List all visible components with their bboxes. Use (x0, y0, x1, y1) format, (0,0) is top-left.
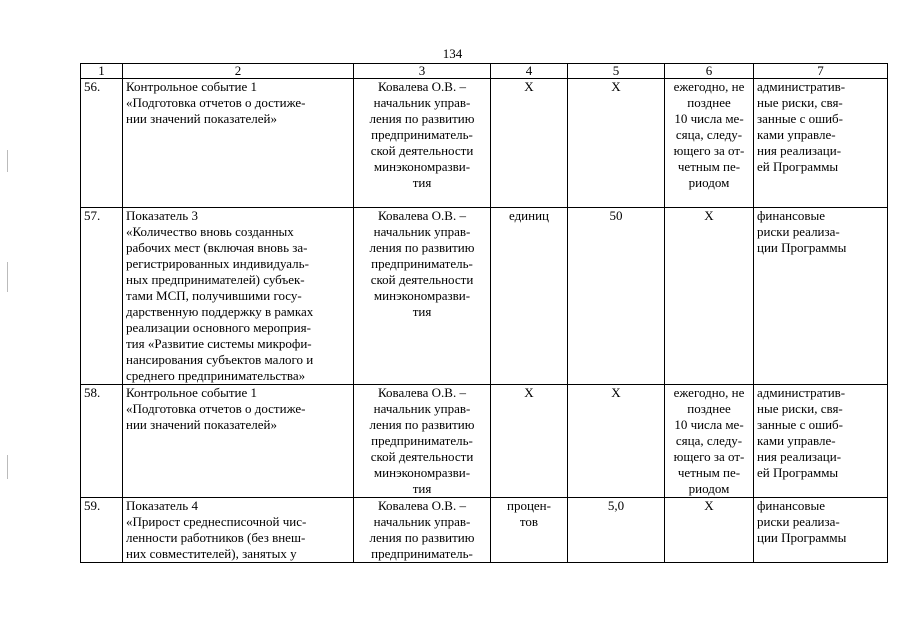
scan-margin-mark (7, 150, 8, 172)
cell-text-line: ской деятельности (370, 449, 474, 464)
table-body (81, 79, 888, 563)
cell-text-line: риски реализа- (757, 224, 840, 239)
cell-text-line: ции Программы (757, 530, 847, 545)
cell-text-line: тия (412, 175, 432, 190)
cell-text-line: минэкономразви- (373, 465, 471, 480)
cell-text-line: ния реализаци- (757, 143, 842, 158)
cell-text-line: Х (704, 498, 714, 513)
cell-text-line: них совместителей), занятых у (126, 546, 297, 561)
cell-text-line: ления по развитию (369, 240, 475, 255)
cell-text-line: рабочих мест (включая вновь за- (126, 240, 308, 255)
cell-text-line: Х (704, 208, 714, 223)
cell-text-line: «Прирост среднесписочной чис- (126, 514, 307, 529)
cell-text-line: Показатель 3 (126, 208, 198, 223)
cell-text-line: регистрированных индивидуаль- (126, 256, 309, 271)
cell-text-line: Контрольное событие 1 (126, 79, 257, 94)
cell-text-line: «Количество вновь созданных (126, 224, 294, 239)
cell-text-line: занные с ошиб- (757, 111, 844, 126)
cell-text-line: Ковалева О.В. – (378, 385, 466, 400)
responsible-cell (354, 385, 491, 498)
cell-text-line: нии значений показателей» (126, 417, 277, 432)
table-row (81, 208, 888, 385)
cell-text-line: Х (611, 385, 621, 400)
unit-cell (491, 498, 568, 563)
cell-text-line: дарственную поддержку в рамках (126, 304, 314, 319)
cell-text-line: 50 (609, 208, 623, 223)
cell-text-line: финансовые (757, 498, 825, 513)
cell-text-line: минэкономразви- (373, 288, 471, 303)
scan-margin-mark (7, 262, 8, 292)
cell-text-line: ками управле- (757, 127, 836, 142)
column-header: 5 (568, 64, 665, 79)
indicator-name-cell (123, 208, 354, 385)
cell-text-line: ской деятельности (370, 272, 474, 287)
responsible-cell (354, 498, 491, 563)
indicator-name-cell (123, 79, 354, 208)
cell-text-line: финансовые (757, 208, 825, 223)
unit-cell (491, 385, 568, 498)
deadline-cell (665, 208, 754, 385)
value-cell (568, 208, 665, 385)
cell-text-line: Ковалева О.В. – (378, 208, 466, 223)
cell-text-line: административ- (757, 79, 846, 94)
deadline-cell (665, 498, 754, 563)
table-row (81, 79, 888, 208)
cell-text-line: четным пе- (677, 465, 741, 480)
unit-cell (491, 208, 568, 385)
cell-text-line: ления по развитию (369, 417, 475, 432)
value-cell (568, 498, 665, 563)
cell-text-line: единиц (508, 208, 550, 223)
cell-text-line: нансирования субъектов малого и (126, 352, 314, 367)
cell-text-line: среднего предпринимательства» (126, 368, 306, 383)
cell-text-line: ции Программы (757, 240, 847, 255)
column-header: 1 (81, 64, 123, 79)
row-number-cell: 56. (81, 79, 123, 208)
scan-margin-mark (7, 455, 8, 479)
cell-text-line: Х (524, 79, 534, 94)
cell-text-line: предприниматель- (371, 433, 473, 448)
indicator-name-cell (123, 498, 354, 563)
cell-text-line: 10 числа ме- (674, 111, 744, 126)
cell-text-line: Ковалева О.В. – (378, 498, 466, 513)
unit-cell (491, 79, 568, 208)
cell-text-line: минэкономразви- (373, 159, 471, 174)
cell-text-line: тия (412, 481, 432, 496)
value-cell (568, 385, 665, 498)
cell-text-line: административ- (757, 385, 846, 400)
cell-text-line: Показатель 4 (126, 498, 198, 513)
cell-text-line: ежегодно, не (673, 79, 745, 94)
cell-text-line: четным пе- (677, 159, 741, 174)
cell-text-line: «Подготовка отчетов о достиже- (126, 95, 306, 110)
cell-text-line: тия «Развитие системы микрофи- (126, 336, 312, 351)
cell-text-line: предприниматель- (371, 546, 473, 561)
column-header: 7 (754, 64, 888, 79)
cell-text-line: ления по развитию (369, 530, 475, 545)
table-header-row (81, 64, 888, 79)
cell-text-line: тия (412, 304, 432, 319)
risks-cell (754, 208, 888, 385)
cell-text-line: ющего за от- (673, 143, 745, 158)
indicator-name-cell (123, 385, 354, 498)
cell-text-line: позднее (687, 401, 731, 416)
row-number-cell: 59. (81, 498, 123, 563)
cell-text-line: ежегодно, не (673, 385, 745, 400)
cell-text-line: ных предпринимателей) субъек- (126, 272, 305, 287)
value-cell (568, 79, 665, 208)
cell-text-line: занные с ошиб- (757, 417, 844, 432)
cell-text-line: ками управле- (757, 433, 836, 448)
cell-text-line: позднее (687, 95, 731, 110)
document-table (80, 63, 888, 563)
responsible-cell (354, 79, 491, 208)
cell-text-line: Контрольное событие 1 (126, 385, 257, 400)
column-header: 4 (491, 64, 568, 79)
column-header: 6 (665, 64, 754, 79)
cell-text-line: ния реализаци- (757, 449, 842, 464)
cell-text-line: риодом (688, 175, 730, 190)
column-header: 2 (123, 64, 354, 79)
cell-text-line: начальник управ- (373, 401, 471, 416)
cell-text-line: Ковалева О.В. – (378, 79, 466, 94)
cell-text-line: ления по развитию (369, 111, 475, 126)
cell-text-line: предприниматель- (371, 256, 473, 271)
cell-text-line: ей Программы (757, 465, 839, 480)
cell-text-line: начальник управ- (373, 95, 471, 110)
cell-text-line: ные риски, свя- (757, 401, 843, 416)
cell-text-line: процен- (507, 498, 551, 513)
cell-text-line: тами МСП, получившими госу- (126, 288, 302, 303)
deadline-cell (665, 385, 754, 498)
cell-text-line: 10 числа ме- (674, 417, 744, 432)
deadline-cell (665, 79, 754, 208)
risks-cell (754, 498, 888, 563)
risks-cell (754, 79, 888, 208)
cell-text-line: 5,0 (607, 498, 625, 513)
row-number-cell: 58. (81, 385, 123, 498)
cell-text-line: ленности работников (без внеш- (126, 530, 306, 545)
cell-text-line: реализации основного мероприя- (126, 320, 311, 335)
cell-text-line: «Подготовка отчетов о достиже- (126, 401, 306, 416)
cell-text-line: начальник управ- (373, 514, 471, 529)
cell-text-line: Х (611, 79, 621, 94)
column-header: 3 (354, 64, 491, 79)
page-number: 134 (442, 46, 463, 61)
cell-text-line: ные риски, свя- (757, 95, 843, 110)
cell-text-line: Х (524, 385, 534, 400)
cell-text-line: сяца, следу- (675, 433, 743, 448)
cell-text-line: риодом (688, 481, 730, 496)
risks-cell (754, 385, 888, 498)
cell-text-line: ющего за от- (673, 449, 745, 464)
cell-text-line: сяца, следу- (675, 127, 743, 142)
responsible-cell (354, 208, 491, 385)
cell-text-line: предприниматель- (371, 127, 473, 142)
cell-text-line: ской деятельности (370, 143, 474, 158)
row-number-cell: 57. (81, 208, 123, 385)
cell-text-line: нии значений показателей» (126, 111, 277, 126)
table-row (81, 385, 888, 498)
cell-text-line: начальник управ- (373, 224, 471, 239)
cell-text-line: тов (519, 514, 539, 529)
table-row (81, 498, 888, 563)
cell-text-line: риски реализа- (757, 514, 840, 529)
cell-text-line: ей Программы (757, 159, 839, 174)
